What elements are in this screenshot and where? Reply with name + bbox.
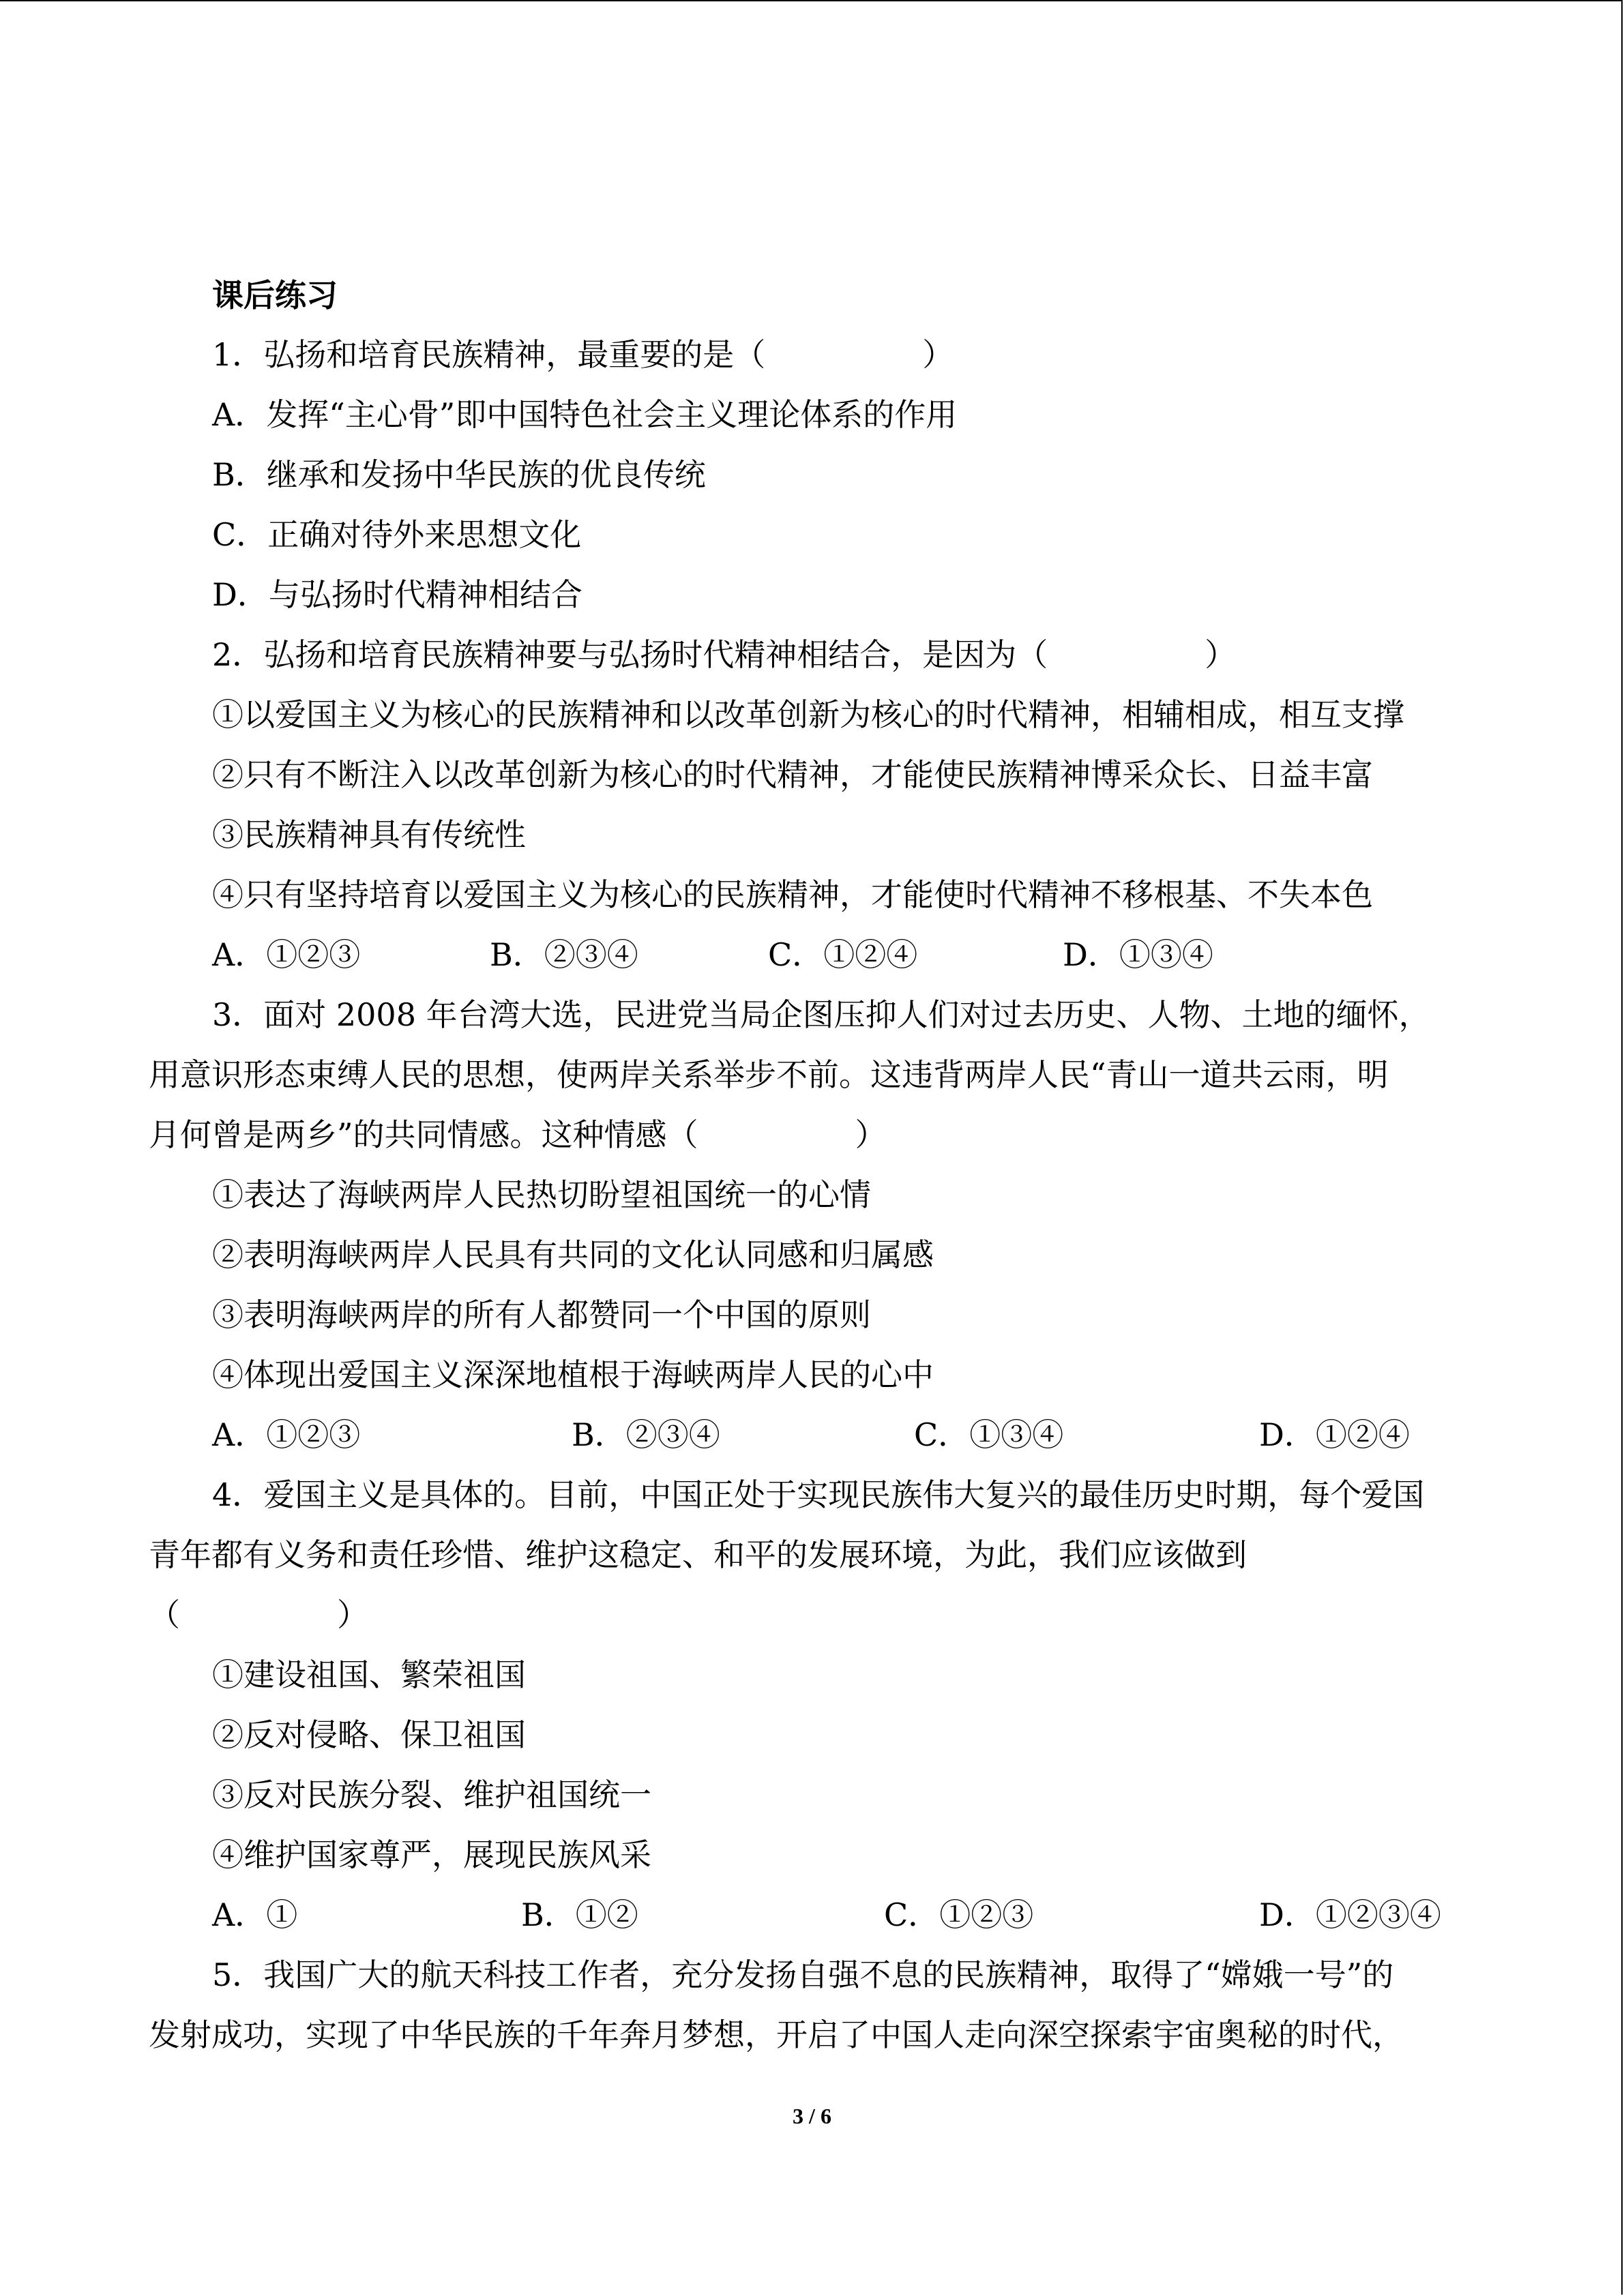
q2-statement-4: ④只有坚持培育以爱国主义为核心的民族精神，才能使时代精神不移根基、不失本色: [212, 876, 1373, 913]
q4-statement-3: ③反对民族分裂、维护祖国统一: [212, 1776, 651, 1813]
q3-statement-2: ②表明海峡两岸人民具有共同的文化认同感和归属感: [212, 1236, 934, 1273]
q3-choice-a: A．①②③: [212, 1416, 361, 1453]
q4-stem-line-1: 4．爱国主义是具体的。目前，中国正处于实现民族伟大复兴的最佳历史时期，每个爱国: [212, 1476, 1425, 1513]
q3-choice-d: D．①②④: [1259, 1416, 1410, 1453]
q2-statement-1: ①以爱国主义为核心的民族精神和以改革创新为核心的时代精神，相辅相成，相互支撑: [212, 696, 1404, 733]
q5-stem-line-2: 发射成功，实现了中华民族的千年奔月梦想，开启了中国人走向深空探索宇宙奥秘的时代，: [149, 2016, 1404, 2053]
q1-option-d: D．与弘扬时代精神相结合: [212, 576, 582, 613]
q2-choice-b: B．②③④: [490, 936, 638, 973]
section-title: 课后练习: [212, 277, 338, 314]
q4-statement-4: ④维护国家尊严，展现民族风采: [212, 1836, 651, 1873]
q4-stem-line-3: （ ）: [149, 1596, 368, 1633]
q4-statement-2: ②反对侵略、保卫祖国: [212, 1716, 526, 1753]
q2-choice-c: C．①②④: [768, 936, 918, 973]
q1-option-c: C．正确对待外来思想文化: [212, 516, 582, 553]
q4-statement-1: ①建设祖国、繁荣祖国: [212, 1656, 526, 1693]
q3-statement-1: ①表达了海峡两岸人民热切盼望祖国统一的心情: [212, 1176, 871, 1213]
q3-statement-4: ④体现出爱国主义深深地植根于海峡两岸人民的心中: [212, 1356, 934, 1393]
q2-choice-d: D．①③④: [1063, 936, 1213, 973]
q4-choice-c: C．①②③: [884, 1896, 1034, 1933]
q2-statement-2: ②只有不断注入以改革创新为核心的时代精神，才能使民族精神博采众长、日益丰富: [212, 756, 1373, 793]
q3-stem-line-1: 3．面对 2008 年台湾大选，民进党当局企图压抑人们对过去历史、人物、土地的缅怀，: [212, 996, 1430, 1033]
q4-choice-d: D．①②③④: [1259, 1896, 1441, 1933]
q3-choice-b: B．②③④: [572, 1416, 720, 1453]
q1-option-b: B．继承和发扬中华民族的优良传统: [212, 456, 706, 493]
q5-stem-line-1: 5．我国广大的航天科技工作者，充分发扬自强不息的民族精神，取得了“嫦娥一号”的: [212, 1956, 1394, 1993]
q1-option-a: A．发挥“主心骨”即中国特色社会主义理论体系的作用: [212, 396, 958, 433]
q3-stem-line-3: 月何曾是两乡”的共同情感。这种情感（ ）: [149, 1116, 887, 1153]
q4-stem-line-2: 青年都有义务和责任珍惜、维护这稳定、和平的发展环境，为此，我们应该做到: [149, 1536, 1247, 1573]
q2-statement-3: ③民族精神具有传统性: [212, 816, 526, 853]
q2-choice-a: A．①②③: [212, 936, 361, 973]
q3-choice-c: C．①③④: [914, 1416, 1064, 1453]
q2-stem: 2．弘扬和培育民族精神要与弘扬时代精神相结合，是因为（ ）: [212, 636, 1237, 673]
q4-choice-a: A．①: [212, 1896, 298, 1933]
q3-statement-3: ③表明海峡两岸的所有人都赞同一个中国的原则: [212, 1296, 871, 1333]
page-number: 3 / 6: [793, 2104, 831, 2128]
q3-stem-line-2: 用意识形态束缚人民的思想，使两岸关系举步不前。这违背两岸人民“青山一道共云雨，明: [149, 1056, 1389, 1093]
q1-stem: 1．弘扬和培育民族精神，最重要的是（ ）: [212, 336, 954, 373]
q4-choice-b: B．①②: [521, 1896, 638, 1933]
